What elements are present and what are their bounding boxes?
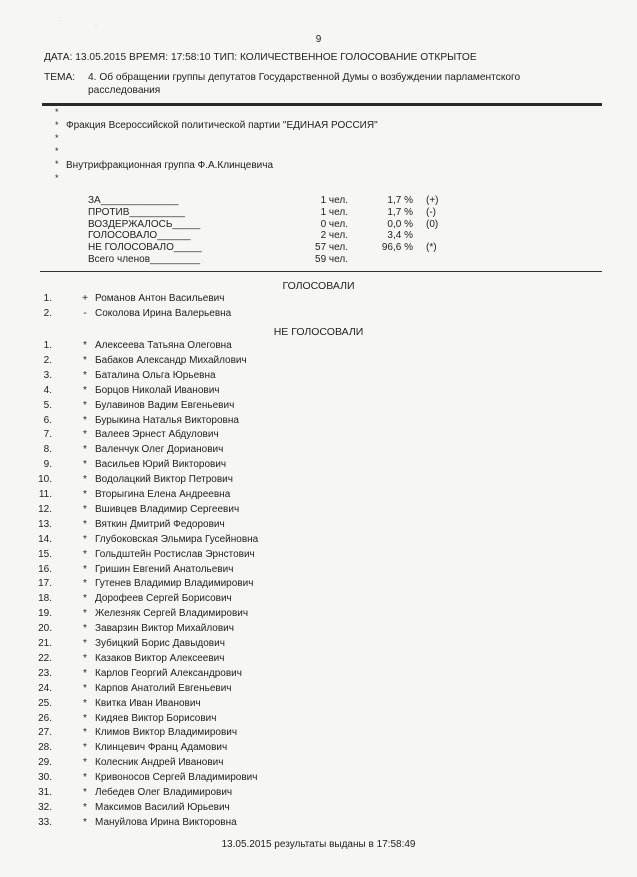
item-number: 2. bbox=[43, 308, 52, 319]
vote-mark: * bbox=[83, 459, 87, 471]
list-item bbox=[0, 534, 637, 548]
item-number: 27. bbox=[38, 727, 52, 739]
vote-mark: * bbox=[83, 638, 87, 649]
theme-label: ТЕМА: bbox=[44, 72, 76, 83]
not-voted-section-title: НЕ ГОЛОСОВАЛИ bbox=[273, 326, 364, 338]
vote-mark: * bbox=[83, 533, 87, 545]
stat-count: 0 чел. bbox=[320, 218, 348, 230]
vote-mark: * bbox=[83, 667, 87, 679]
list-item bbox=[0, 817, 637, 831]
deputy-name: Гольдштейн Ростислав Эрнстович bbox=[95, 548, 255, 560]
stat-count: 57 чел. bbox=[315, 242, 348, 254]
stat-row bbox=[88, 230, 448, 242]
deputy-name: Гришин Евгений Анатольевич bbox=[95, 563, 234, 575]
stat-row bbox=[88, 242, 448, 254]
vote-mark: * bbox=[83, 772, 87, 784]
deputy-name: Романов Антон Васильевич bbox=[95, 293, 225, 304]
stat-count: 1 чел. bbox=[320, 195, 348, 206]
item-number: 2. bbox=[43, 354, 52, 366]
faction-name: Фракция Всероссийской политической партии "ЕДИНАЯ РОССИЯ" bbox=[66, 120, 378, 131]
vote-mark: * bbox=[83, 608, 87, 620]
vote-mark: * bbox=[83, 444, 87, 456]
stat-label: ВОЗДЕРЖАЛОСЬ_____ bbox=[88, 218, 201, 230]
deputy-name: Мануйлова Ирина Викторовна bbox=[95, 816, 237, 828]
deputy-name: Кривоносов Сергей Владимирович bbox=[95, 772, 258, 784]
list-item bbox=[0, 668, 637, 682]
item-number: 14. bbox=[38, 533, 52, 545]
deputy-name: Кидяев Виктор Борисович bbox=[95, 712, 217, 724]
item-number: 26. bbox=[38, 712, 52, 724]
list-item bbox=[0, 802, 637, 816]
summary-divider bbox=[40, 271, 602, 272]
deputy-name: Климов Виктор Владимирович bbox=[95, 727, 238, 739]
deputy-name: Максимов Василий Юрьевич bbox=[95, 801, 230, 813]
item-number: 10. bbox=[38, 474, 52, 486]
list-item bbox=[0, 593, 637, 607]
item-number: 15. bbox=[38, 548, 52, 560]
star-marker: * bbox=[55, 146, 59, 156]
item-number: 17. bbox=[38, 578, 52, 590]
list-item bbox=[0, 400, 637, 414]
deputy-name: Карпов Анатолий Евгеньевич bbox=[95, 682, 232, 694]
list-item bbox=[0, 713, 637, 727]
item-number: 18. bbox=[38, 593, 52, 605]
deputy-name: Глубоковская Эльмира Гусейновна bbox=[95, 533, 259, 545]
deputy-name: Васильев Юрий Викторович bbox=[95, 459, 227, 471]
deputy-name: Булавинов Вадим Евгеньевич bbox=[95, 399, 235, 411]
vote-mark: * bbox=[83, 801, 87, 813]
deputy-name: Гутенев Владимир Владимирович bbox=[95, 578, 254, 590]
list-item bbox=[0, 355, 637, 369]
deputy-name: Валенчук Олег Дорианович bbox=[95, 444, 224, 456]
vote-mark: * bbox=[83, 727, 87, 739]
vote-mark: * bbox=[83, 712, 87, 724]
star-marker: * bbox=[55, 133, 59, 143]
item-number: 33. bbox=[38, 816, 52, 828]
scan-speck: · bbox=[95, 22, 97, 28]
deputy-name: Дорофеев Сергей Борисович bbox=[95, 593, 232, 605]
vote-mark: * bbox=[83, 429, 87, 441]
list-item bbox=[0, 385, 637, 399]
stat-sign: (0) bbox=[426, 218, 439, 230]
item-number: 19. bbox=[38, 608, 52, 620]
item-number: 24. bbox=[38, 682, 52, 694]
item-number: 6. bbox=[43, 414, 52, 426]
list-item bbox=[0, 429, 637, 443]
theme-line-2: расследования bbox=[88, 84, 161, 96]
vote-mark: * bbox=[83, 682, 87, 694]
deputy-name: Зубицкий Борис Давыдович bbox=[95, 638, 225, 649]
stat-row bbox=[88, 195, 448, 207]
vote-mark: * bbox=[83, 563, 87, 575]
item-number: 31. bbox=[38, 787, 52, 798]
deputy-name: Лебедев Олег Владимирович bbox=[95, 787, 233, 798]
item-number: 12. bbox=[38, 503, 52, 515]
vote-mark: * bbox=[83, 757, 87, 769]
item-number: 1. bbox=[43, 340, 52, 351]
vote-mark: * bbox=[83, 593, 87, 605]
item-number: 21. bbox=[38, 638, 52, 649]
list-item bbox=[0, 638, 637, 652]
item-number: 5. bbox=[43, 399, 52, 411]
vote-mark: * bbox=[83, 414, 87, 426]
list-item bbox=[0, 787, 637, 801]
vote-mark: * bbox=[83, 384, 87, 396]
theme-line-1: 4. Об обращении группы депутатов Государственной Думы о возбуждении парламентского bbox=[88, 72, 521, 83]
item-number: 30. bbox=[38, 772, 52, 784]
group-name: Внутрифракционная группа Ф.А.Клинцевича bbox=[66, 160, 274, 171]
deputy-name: Водолацкий Виктор Петрович bbox=[95, 474, 233, 486]
deputy-name: Вяткин Дмитрий Федорович bbox=[95, 518, 225, 530]
deputy-name: Железняк Сергей Владимирович bbox=[95, 608, 249, 620]
deputy-name: Карлов Георгий Александрович bbox=[95, 667, 242, 679]
deputy-name: Борцов Николай Иванович bbox=[95, 384, 220, 396]
vote-mark: * bbox=[83, 369, 87, 381]
vote-mark: * bbox=[83, 340, 87, 351]
list-item bbox=[0, 683, 637, 697]
vote-header-line: ДАТА: 13.05.2015 ВРЕМЯ: 17:58:10 ТИП: КОЛИЧЕСТВЕННОЕ ГОЛОСОВАНИЕ ОТКРЫТОЕ bbox=[44, 52, 477, 63]
item-number: 11. bbox=[38, 489, 52, 500]
list-item bbox=[0, 415, 637, 429]
vote-mark: * bbox=[83, 503, 87, 515]
item-number: 23. bbox=[38, 667, 52, 679]
list-item bbox=[0, 459, 637, 473]
star-marker: * bbox=[55, 120, 59, 130]
vote-mark: + bbox=[82, 293, 88, 304]
item-number: 1. bbox=[43, 293, 52, 304]
star-marker: * bbox=[55, 159, 59, 169]
stat-percent: 1,7 % bbox=[387, 195, 413, 206]
list-item bbox=[0, 549, 637, 563]
vote-mark: * bbox=[83, 623, 87, 635]
vote-mark: * bbox=[83, 474, 87, 486]
stat-row bbox=[88, 207, 448, 219]
theme-text bbox=[88, 72, 520, 97]
vote-mark: * bbox=[83, 489, 87, 500]
list-item bbox=[0, 623, 637, 637]
item-number: 7. bbox=[43, 429, 52, 441]
vote-mark: * bbox=[83, 816, 87, 828]
stat-percent: 96,6 % bbox=[381, 242, 413, 254]
list-item bbox=[0, 370, 637, 384]
deputy-name: Баталина Ольга Юрьевна bbox=[95, 369, 216, 381]
stat-label: Всего членов_________ bbox=[88, 254, 201, 265]
item-number: 20. bbox=[38, 623, 52, 635]
item-number: 8. bbox=[43, 444, 52, 456]
deputy-name: Бабаков Александр Михайлович bbox=[95, 354, 247, 366]
scan-speck: · bbox=[58, 18, 60, 24]
item-number: 28. bbox=[38, 742, 52, 754]
list-item bbox=[0, 444, 637, 458]
vote-mark: * bbox=[83, 652, 87, 664]
list-item bbox=[0, 293, 637, 307]
vote-mark: * bbox=[83, 578, 87, 590]
deputy-name: Заварзин Виктор Михайлович bbox=[95, 623, 234, 635]
deputy-name: Вторыгина Елена Андреевна bbox=[95, 489, 231, 500]
stat-count: 2 чел. bbox=[320, 230, 348, 242]
vote-mark: * bbox=[83, 399, 87, 411]
stat-label: НЕ ГОЛОСОВАЛО_____ bbox=[88, 242, 202, 254]
item-number: 25. bbox=[38, 697, 52, 709]
stat-percent: 0,0 % bbox=[387, 218, 413, 230]
item-number: 3. bbox=[43, 369, 52, 381]
results-footer: 13.05.2015 результаты выданы в 17:58:49 bbox=[221, 839, 416, 850]
stat-sign: (*) bbox=[426, 242, 437, 254]
item-number: 16. bbox=[38, 563, 52, 575]
stat-percent: 3,4 % bbox=[387, 230, 413, 242]
item-number: 9. bbox=[43, 459, 52, 471]
deputy-name: Вшивцев Владимир Сергеевич bbox=[95, 503, 240, 515]
list-item bbox=[0, 308, 637, 322]
list-item bbox=[0, 519, 637, 533]
list-item bbox=[0, 757, 637, 771]
item-number: 22. bbox=[38, 652, 52, 664]
deputy-name: Соколова Ирина Валерьевна bbox=[95, 308, 232, 319]
list-item bbox=[0, 742, 637, 756]
voted-section-title: ГОЛОСОВАЛИ bbox=[282, 280, 355, 292]
stat-row bbox=[88, 254, 448, 266]
deputy-name: Алексеева Татьяна Олеговна bbox=[95, 340, 232, 351]
vote-mark: * bbox=[83, 742, 87, 754]
list-item bbox=[0, 698, 637, 712]
deputy-name: Колесник Андрей Иванович bbox=[95, 757, 224, 769]
deputy-name: Клинцевич Франц Адамович bbox=[95, 742, 228, 754]
item-number: 13. bbox=[38, 518, 52, 530]
list-item bbox=[0, 727, 637, 741]
vote-mark: * bbox=[83, 697, 87, 709]
stat-label: ЗА______________ bbox=[88, 195, 179, 206]
list-item bbox=[0, 653, 637, 667]
vote-mark: * bbox=[83, 787, 87, 798]
list-item bbox=[0, 578, 637, 592]
list-item bbox=[0, 608, 637, 622]
list-item bbox=[0, 772, 637, 786]
star-marker: * bbox=[55, 107, 59, 117]
deputy-name: Бурыкина Наталья Викторовна bbox=[95, 414, 239, 426]
stat-row bbox=[88, 219, 448, 231]
stat-count: 59 чел. bbox=[315, 254, 348, 265]
vote-mark: * bbox=[83, 518, 87, 530]
list-item bbox=[0, 564, 637, 578]
item-number: 29. bbox=[38, 757, 52, 769]
list-item bbox=[0, 504, 637, 518]
list-item bbox=[0, 489, 637, 503]
deputy-name: Валеев Эрнест Абдулович bbox=[95, 429, 219, 441]
page-number: 9 bbox=[315, 34, 322, 45]
deputy-name: Казаков Виктор Алексеевич bbox=[95, 652, 225, 664]
vote-mark: - bbox=[83, 308, 87, 319]
item-number: 4. bbox=[43, 384, 52, 396]
header-divider bbox=[42, 103, 602, 106]
stat-sign: (-) bbox=[426, 206, 436, 218]
star-marker: * bbox=[55, 173, 59, 183]
stat-label: ПРОТИВ__________ bbox=[88, 206, 185, 218]
stat-percent: 1,7 % bbox=[387, 206, 413, 218]
stat-sign: (+) bbox=[426, 195, 439, 206]
list-item bbox=[0, 474, 637, 488]
item-number: 32. bbox=[38, 801, 52, 813]
stat-label: ГОЛОСОВАЛО______ bbox=[88, 230, 191, 242]
vote-mark: * bbox=[83, 548, 87, 560]
list-item bbox=[0, 340, 637, 354]
stat-count: 1 чел. bbox=[320, 206, 348, 218]
vote-mark: * bbox=[83, 354, 87, 366]
deputy-name: Квитка Иван Иванович bbox=[95, 697, 201, 709]
